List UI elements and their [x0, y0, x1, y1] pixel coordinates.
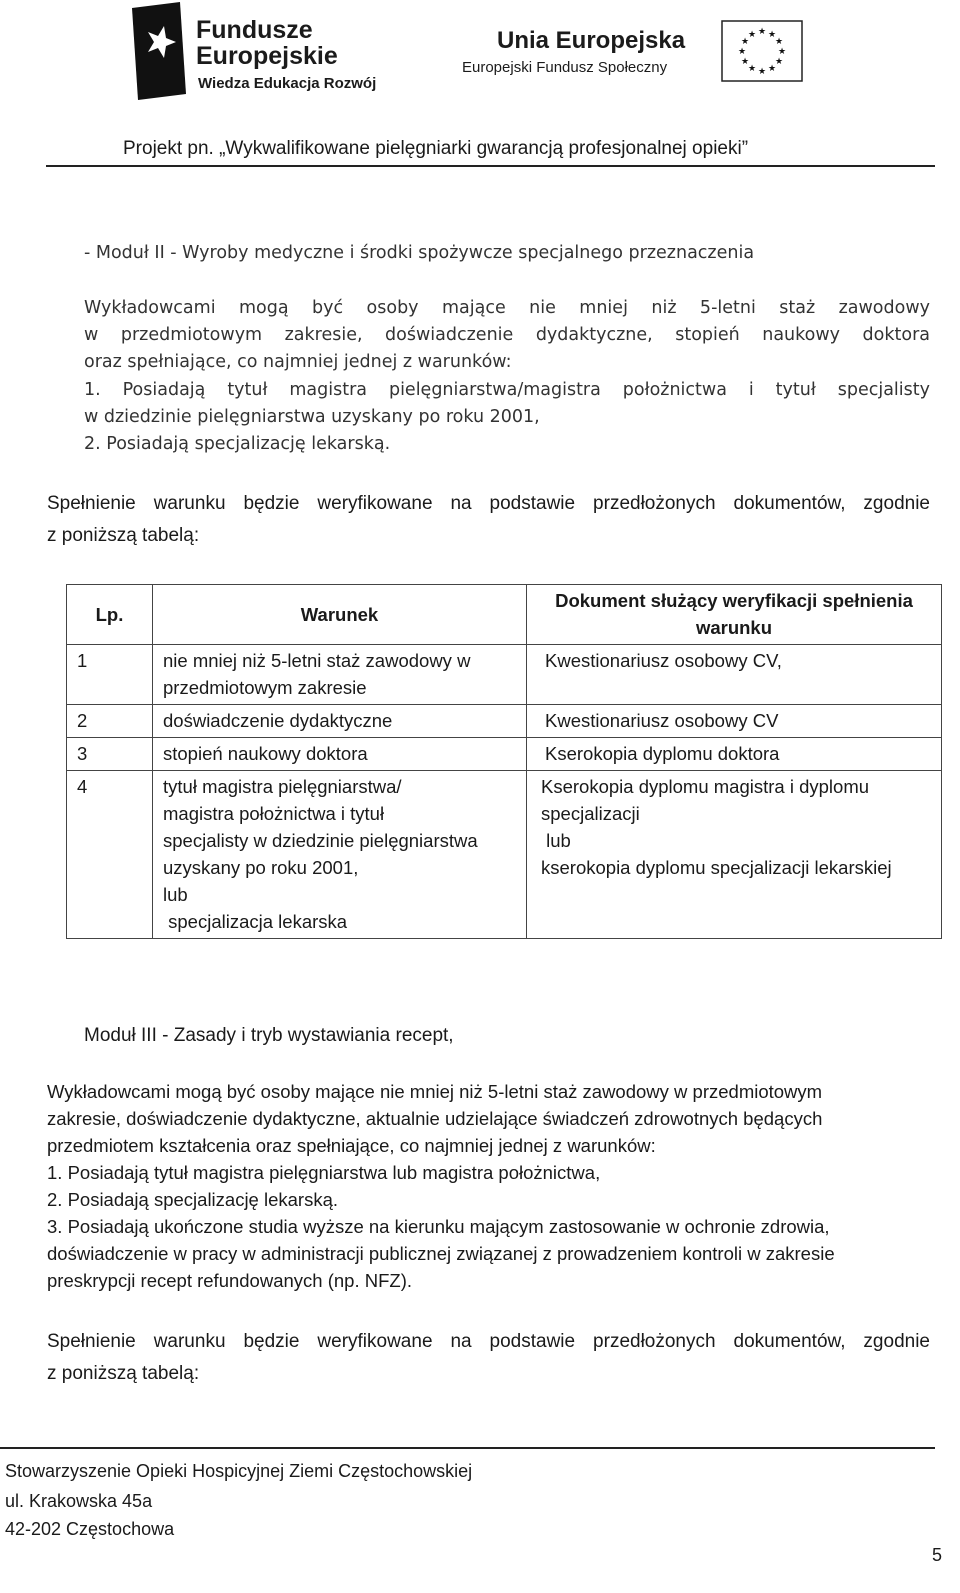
- module3-line: doświadczenie w pracy w administracji publicznej związanej z prowadzeniem kontroli w zakresie: [47, 1243, 835, 1264]
- svg-text:★: ★: [740, 57, 750, 67]
- fe-logo-line1: Fundusze: [196, 16, 313, 44]
- svg-text:★: ★: [757, 27, 767, 37]
- svg-text:★: ★: [777, 47, 787, 57]
- module2-title: - Moduł II - Wyroby medyczne i środki spożywcze specjalnego przeznaczenia: [84, 243, 755, 263]
- document-line: kserokopia dyplomu specjalizacji lekarskiej: [541, 857, 892, 878]
- header-divider: [46, 165, 935, 167]
- svg-text:★: ★: [757, 67, 767, 77]
- svg-text:★: ★: [747, 64, 757, 74]
- document-line: Kwestionariusz osobowy CV: [545, 710, 779, 731]
- table-row: [67, 771, 942, 939]
- row-lp: 2: [67, 705, 153, 738]
- unia-europejska-logo: [462, 20, 950, 90]
- fundusze-europejskie-logo: [128, 2, 398, 102]
- condition-line: lub: [163, 884, 188, 905]
- svg-text:★: ★: [737, 47, 747, 57]
- module3-line: zakresie, doświadczenie dydaktyczne, aktualnie udzielające świadczeń zdrowotnych będących: [47, 1108, 823, 1129]
- module3-line: 1. Posiadają tytuł magistra pielęgniarstwa lub magistra położnictwa,: [47, 1162, 601, 1183]
- module2-verification-text: z poniższą tabelą:: [47, 525, 200, 546]
- row-condition: [153, 771, 527, 939]
- module3-title: Moduł III - Zasady i tryb wystawiania recept,: [84, 1025, 454, 1046]
- document-line: Kserokopia dyplomu doktora: [545, 743, 780, 764]
- condition-line: specjalisty w dziedzinie pielęgniarstwa: [163, 830, 478, 851]
- row-condition: [153, 645, 527, 705]
- condition-line: tytuł magistra pielęgniarstwa/: [163, 776, 402, 797]
- svg-text:★: ★: [767, 64, 777, 74]
- header-lp: Lp.: [67, 585, 153, 645]
- footer-city: 42-202 Częstochowa: [5, 1519, 175, 1539]
- row-condition: [153, 738, 527, 771]
- requirements-table: [66, 584, 942, 939]
- condition-line: specjalizacja lekarska: [163, 911, 348, 932]
- row-lp: 4: [67, 771, 153, 939]
- row-condition: [153, 705, 527, 738]
- row-document: [527, 705, 942, 738]
- svg-text:★: ★: [740, 37, 750, 47]
- module3-verification-text: z poniższą tabelą:: [47, 1363, 200, 1384]
- table-row: [67, 738, 942, 771]
- row-document: [527, 645, 942, 705]
- header-document: Dokument służący weryfikacji spełnienia warunku: [527, 585, 942, 645]
- table-row: [67, 705, 942, 738]
- project-title: Projekt pn. „Wykwalifikowane pielęgniarki gwarancją profesjonalnej opieki”: [123, 138, 749, 159]
- document-line: Kserokopia dyplomu magistra i dyplomu: [541, 776, 870, 797]
- module3-line: preskrypcji recept refundowanych (np. NFZ).: [47, 1270, 412, 1291]
- fe-logo-line2: Europejskie: [196, 42, 338, 70]
- module2-line: w dziedzinie pielęgniarstwa uzyskany po roku 2001,: [84, 407, 540, 427]
- document-line: Kwestionariusz osobowy CV,: [545, 650, 782, 671]
- ue-logo-line1: Unia Europejska: [497, 27, 686, 54]
- row-document: [527, 771, 942, 939]
- footer-organization: Stowarzyszenie Opieki Hospicyjnej Ziemi Częstochowskiej: [5, 1461, 473, 1481]
- header-condition: Warunek: [153, 585, 527, 645]
- page-number: 5: [931, 1545, 942, 1565]
- table-row: [67, 645, 942, 705]
- module3-verification-text: Spełnienie warunku będzie weryfikowane na podstawie przedłożonych dokumentów, zgodnie: [47, 1331, 930, 1352]
- ue-logo-line2: Europejski Fundusz Społeczny: [462, 59, 668, 76]
- table-header-row: [67, 585, 942, 645]
- document-line: lub: [541, 830, 571, 851]
- condition-line: nie mniej niż 5-letni staż zawodowy w: [163, 650, 471, 671]
- eu-flag-icon: [722, 21, 802, 81]
- condition-line: przedmiotowym zakresie: [163, 677, 367, 698]
- module2-verification-text: Spełnienie warunku będzie weryfikowane na podstawie przedłożonych dokumentów, zgodnie: [47, 493, 930, 514]
- footer-divider: [0, 1447, 935, 1449]
- module3-line: przedmiotem kształcenia oraz spełniające, co najmniej jednej z warunków:: [47, 1135, 656, 1156]
- condition-line: stopień naukowy doktora: [163, 743, 368, 764]
- module3-line: 2. Posiadają specjalizację lekarską.: [47, 1189, 339, 1210]
- module3-line: Wykładowcami mogą być osoby mające nie mniej niż 5-letni staż zawodowy w przedmiotowym: [47, 1081, 823, 1102]
- module3-line: 3. Posiadają ukończone studia wyższe na kierunku mającym zastosowanie w ochronie zdrowia,: [47, 1216, 830, 1237]
- row-document: [527, 738, 942, 771]
- module2-line: oraz spełniające, co najmniej jednej z warunków:: [84, 352, 512, 372]
- document-line: specjalizacji: [541, 803, 640, 824]
- svg-text:★: ★: [774, 37, 784, 47]
- module2-line: Wykładowcami mogą być osoby mające nie mniej niż 5-letni staż zawodowy: [84, 298, 930, 318]
- fe-logo-line3: Wiedza Edukacja Rozwój: [198, 75, 377, 92]
- row-lp: 3: [67, 738, 153, 771]
- condition-line: doświadczenie dydaktyczne: [163, 710, 393, 731]
- condition-line: uzyskany po roku 2001,: [163, 857, 359, 878]
- module2-line: 2. Posiadają specjalizację lekarską.: [84, 434, 391, 454]
- module2-line: w przedmiotowym zakresie, doświadczenie dydaktyczne, stopień naukowy doktora: [84, 325, 930, 345]
- svg-text:★: ★: [767, 30, 777, 40]
- condition-line: magistra położnictwa i tytuł: [163, 803, 385, 824]
- fe-flag-icon: [132, 2, 186, 100]
- footer-street: ul. Krakowska 45a: [5, 1491, 153, 1511]
- row-lp: 1: [67, 645, 153, 705]
- svg-text:★: ★: [747, 30, 757, 40]
- svg-text:★: ★: [774, 57, 784, 67]
- module2-line: 1. Posiadają tytuł magistra pielęgniarstwa/magistra położnictwa i tytuł specjalisty: [84, 380, 930, 400]
